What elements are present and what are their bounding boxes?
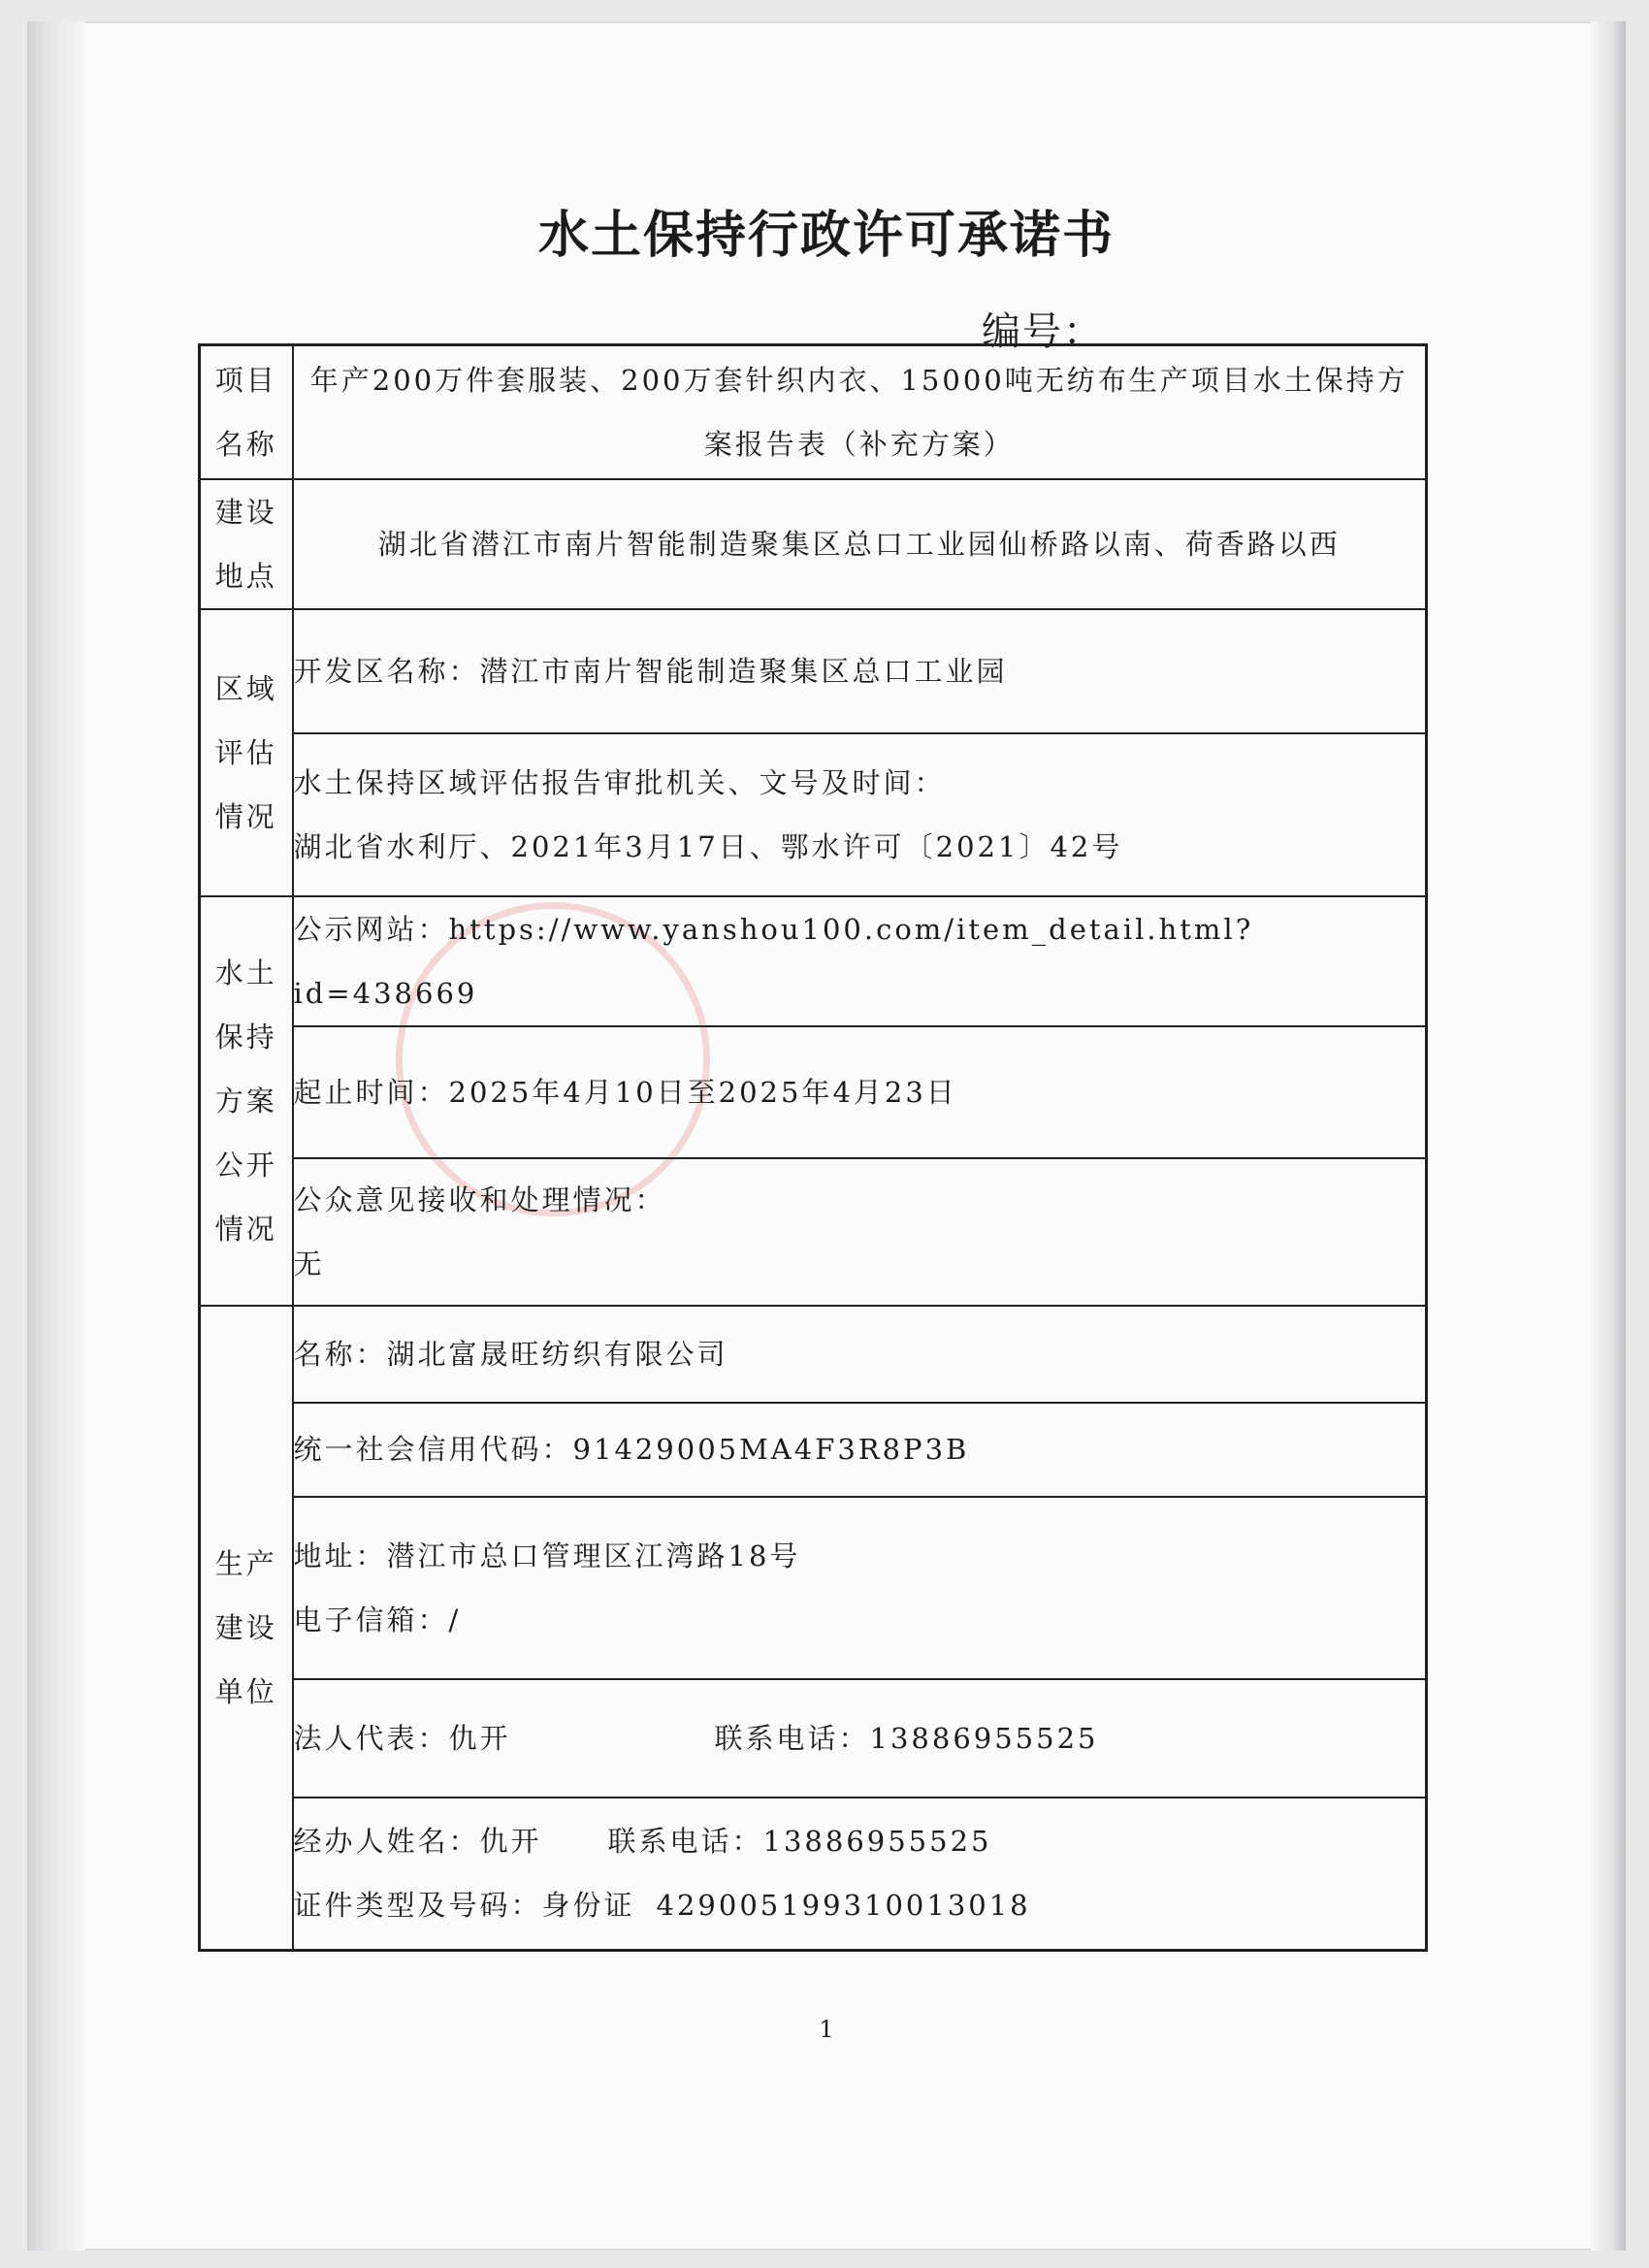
- zone-name-value: 开发区名称：潜江市南片智能制造聚集区总口工业园: [293, 609, 1427, 733]
- row-address: [200, 1497, 1427, 1679]
- disclosure-label: 水土 保持 方案 公开 情况: [200, 896, 293, 1306]
- row-region-approval: [200, 733, 1427, 896]
- row-location: [200, 479, 1427, 609]
- region-label: 区域 评估 情况: [200, 609, 293, 896]
- row-feedback: [200, 1158, 1427, 1306]
- row-credit-code: [200, 1403, 1427, 1497]
- document-title: 水土保持行政许可承诺书: [537, 206, 1115, 265]
- document-page: [27, 21, 1626, 2251]
- address-email-value: 地址：潜江市总口管理区江湾路18号 电子信箱：/: [293, 1497, 1427, 1679]
- row-website: [200, 896, 1427, 1026]
- location-label: 建设 地点: [200, 479, 293, 609]
- row-project-name: [200, 345, 1427, 479]
- credit-code-value: 统一社会信用代码：91429005MA4F3R8P3B: [293, 1403, 1427, 1497]
- website-value: 公示网站：https://www.yanshou100.com/item_detail.html?id=438669: [293, 896, 1427, 1026]
- unit-label: 生产 建设 单位: [200, 1306, 293, 1951]
- row-handler: [200, 1798, 1427, 1951]
- unit-name-value: 名称：湖北富晟旺纺织有限公司: [293, 1306, 1427, 1403]
- row-period: [200, 1026, 1427, 1158]
- page-right-edge: [1591, 21, 1626, 2251]
- row-legal-rep: [200, 1679, 1427, 1798]
- project-name-value: 年产200万件套服装、200万套针织内衣、15000吨无纺布生产项目水土保持方 案报告表（补充方案）: [293, 345, 1427, 479]
- location-value: 湖北省潜江市南片智能制造聚集区总口工业园仙桥路以南、荷香路以西: [293, 479, 1427, 609]
- commitment-form-table: [198, 343, 1428, 1952]
- serial-number-label: 编号：: [982, 309, 1104, 354]
- region-approval-value: 水土保持区域评估报告审批机关、文号及时间： 湖北省水利厅、2021年3月17日、鄂水许可〔2021〕42号: [293, 733, 1427, 896]
- row-zone-name: [200, 609, 1427, 733]
- handler-value: 经办人姓名：仇开 联系电话：13886955525 证件类型及号码：身份证 429005199310013018: [293, 1798, 1427, 1951]
- project-label: 项目 名称: [200, 345, 293, 479]
- legal-rep-value: 法人代表：仇开 联系电话：13886955525: [293, 1679, 1427, 1798]
- period-value: 起止时间：2025年4月10日至2025年4月23日: [293, 1026, 1427, 1158]
- feedback-value: 公众意见接收和处理情况： 无: [293, 1158, 1427, 1306]
- page-left-edge: [27, 21, 85, 2251]
- row-unit-name: [200, 1306, 1427, 1403]
- page-number: 1: [819, 2016, 834, 2043]
